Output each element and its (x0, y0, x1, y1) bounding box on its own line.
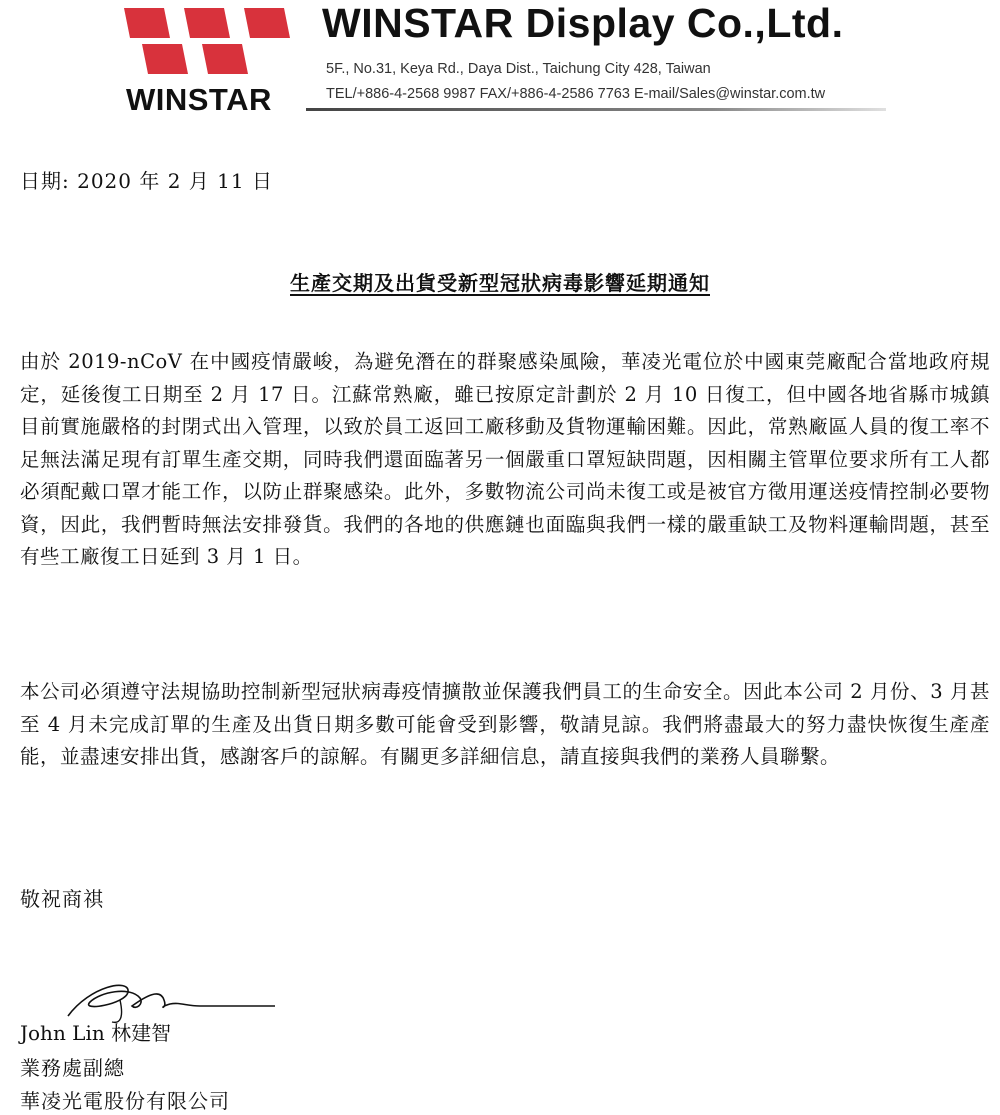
body-paragraph-1: 由於 2019-nCoV 在中國疫情嚴峻，為避免潛在的群聚感染風險，華凌光電位於中國東莞廠配合當地政府規定，延後復工日期至 2 月 17 日。江蘇常熟廠，雖已按原定計劃於 2 月 10 日復工，但中國各地省縣市城鎮目前實施嚴格的封閉式出入管理，以致於員工返回工廠移動及貨物運輸困難。因此，常熟廠區人員的復工率不足無法滿足現有訂單生產交期，同時我們還面臨著另一個嚴重口罩短缺問題，因相關主管單位要求所有工人都必須配戴口罩才能工作，以防止群聚感染。此外，多數物流公司尚未復工或是被官方徵用運送疫情控制必要物資，因此，我們暫時無法安排發貨。我們的各地的供應鏈也面臨與我們一樣的嚴重缺工及物料運輸問題，甚至有些工廠復工日延到 3 月 1 日。 (20, 350, 990, 568)
signer-company: 華凌光電股份有限公司 (20, 1089, 230, 1113)
letter-title (0, 267, 1000, 296)
signer-name: John Lin 林建智 (20, 1021, 172, 1045)
logo-wordmark: WINSTAR (126, 82, 272, 117)
letter-title-text: 生產交期及出貨受新型冠狀病毒影響延期通知 (290, 271, 710, 295)
letterhead (0, 0, 1000, 120)
signer-title: 業務處副總 (20, 1056, 125, 1080)
letter-date: 日期: 2020 年 2 月 11 日 (20, 169, 273, 193)
letterhead-divider (306, 108, 886, 111)
company-contact: TEL/+886-4-2568 9987 FAX/+886-4-2586 7763 E-mail/Sales@winstar.com.tw (326, 86, 826, 102)
company-address: 5F., No.31, Keya Rd., Daya Dist., Taichung City 428, Taiwan (326, 61, 711, 77)
body-paragraph-2: 本公司必須遵守法規協助控制新型冠狀病毒疫情擴散並保護我們員工的生命安全。因此本公司 2 月份、3 月甚至 4 月未完成訂單的生產及出貨日期多數可能會受到影響，敬請見諒。我們將盡最大的努力盡快恢復生產產能，並盡速安排出貨，感謝客戶的諒解。有關更多詳細信息，請直接與我們的業務人員聯繫。 (20, 680, 990, 768)
company-name: WINSTAR Display Co.,Ltd. (322, 0, 844, 46)
winstar-logo-icon (120, 4, 300, 117)
closing-salutation: 敬祝商祺 (20, 887, 104, 911)
